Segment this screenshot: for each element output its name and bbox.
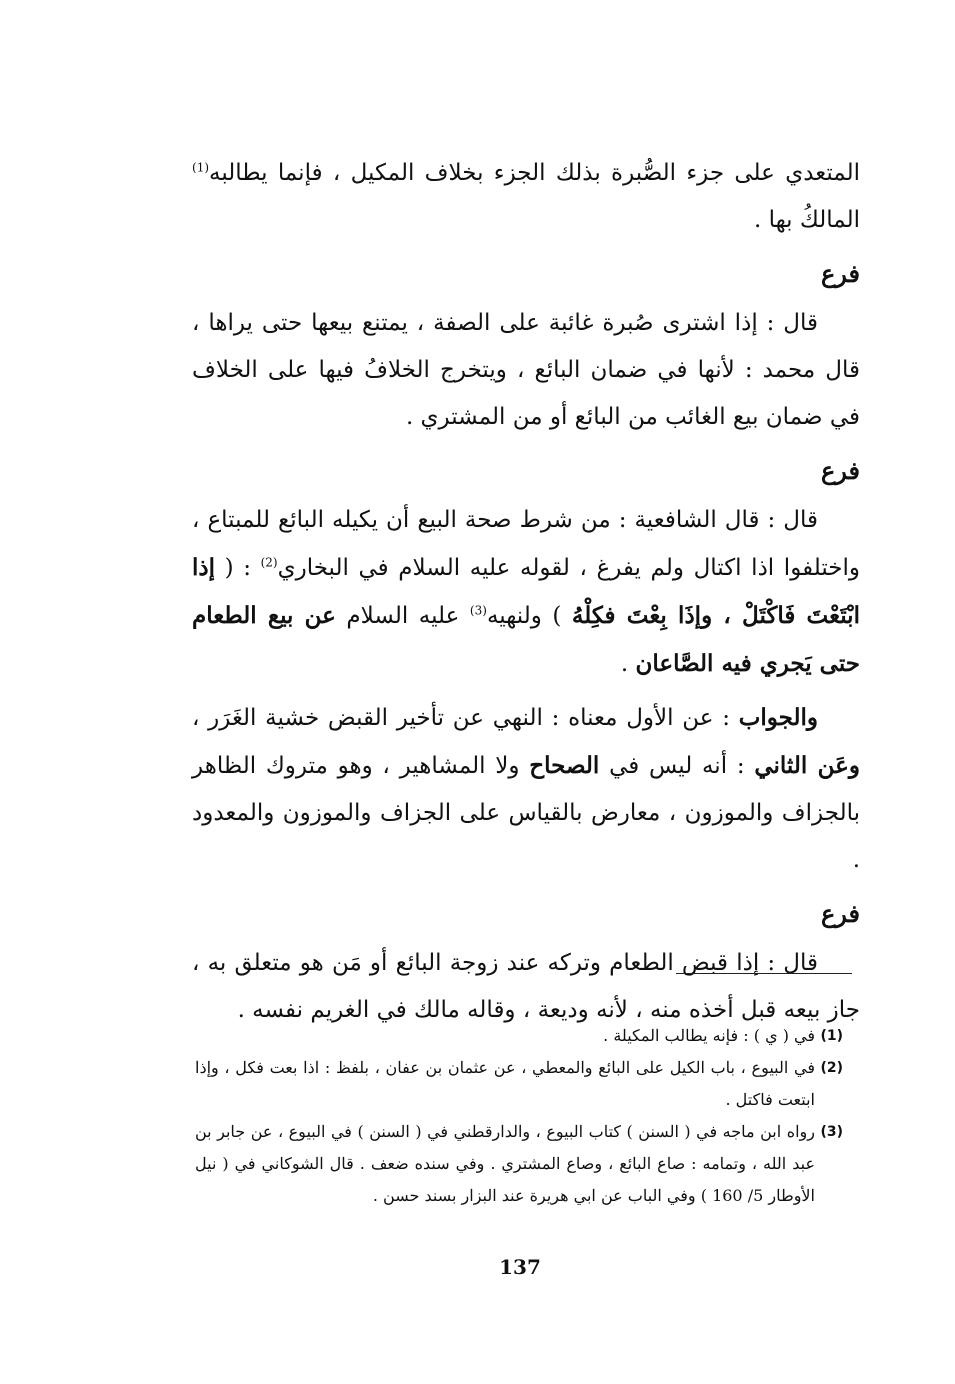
paragraph-4-part-b: : أنه ليس في [599, 753, 755, 779]
footnotes [195, 1020, 843, 1212]
section-heading-3: فرع [820, 899, 860, 928]
main-text [192, 150, 860, 1034]
section-heading-2: فرع [820, 456, 860, 485]
paragraph-1-end: المالكُ بها . [753, 207, 860, 233]
paragraph-4-part-c: ولا المشاهير ، وهو متروك الظاهر بالجزاف والموزون ، معارض بالقياس على الجزاف والموزون والمعدود . [192, 753, 860, 873]
footnote-ref-1: (1) [192, 160, 210, 175]
footnote-3 [195, 1116, 843, 1212]
hadith-prohibition: عن بيع الطعام حتى يَجري فيه الصَّاعان [192, 602, 860, 677]
paragraph-3 [192, 497, 860, 688]
answer-label: والجواب [738, 704, 818, 731]
paragraph-4-part-a: : عن الأول معناه : النهي عن تأخير القبض خشية الغَرَر ، [192, 705, 739, 731]
footnote-divider [676, 973, 852, 974]
footnote-text: رواه ابن ماجه في ( السنن ) كتاب البيوع ، والدارقطني في ( السنن ) في البيوع ، عن جابر بن عبد الله ، وتمامه : صاع البائع ، وصاع المشتري . وفي سنده ضعف . قال الشوكاني في ( نيل الأوطار 5/ 160 ) وفي الباب عن ابي هريرة عند البزار بسند حسن . [195, 1122, 815, 1205]
paragraph-3-part-e: . [620, 651, 636, 677]
footnote-ref-2: (2) [260, 555, 278, 570]
paragraph-2: قال : إذا اشترى صُبرة غائبة على الصفة ، يمتنع بيعها حتى يراها ، قال محمد : لأنها في ضمان البائع ، ويتخرج الخلافُ فيها على الخلاف في ضمان بيع الغائب من البائع أو من المشتري . [192, 310, 860, 430]
footnote-text: في ( ي ) : فإنه يطالب المكيلة . [603, 1026, 815, 1045]
paragraph-3-part-a: قال : قال الشافعية : من شرط صحة البيع أن يكيله البائع للمبتاع ، واختلفوا اذا اكتال ولم يفرغ ، لقوله عليه السلام في البخاري [192, 507, 860, 581]
footnote-1 [195, 1020, 843, 1052]
footnote-2 [195, 1052, 843, 1116]
footnote-number: (1) [820, 1028, 843, 1044]
paragraph-3-part-b: : ( [215, 555, 261, 581]
paragraph-1-text: المتعدي على جزء الصُّبرة بذلك الجزء بخلاف المكيل ، فإنما يطالبه [209, 160, 860, 186]
footnote-text: في البيوع ، باب الكيل على البائع والمعطي ، عن عثمان بن عفان ، بلفظ : اذا بعت فكل ، وإذا ابتعت فاكتل . [195, 1058, 815, 1109]
section-heading-1: فرع [820, 259, 860, 288]
paragraph-4 [192, 694, 860, 884]
footnote-number: (2) [820, 1060, 843, 1076]
paragraph-1 [192, 150, 860, 244]
paragraph-3-part-d: عليه السلام [335, 603, 470, 629]
paragraph-3-part-c: ) ولنهيه [486, 603, 572, 629]
page-number: 137 [499, 1255, 541, 1279]
hadith-quote: إذا ابْتَعْتَ فَاكْتَلْ ، وإذَا بِعْتَ فكِلْهُ [192, 554, 860, 629]
paragraph-5: قال : إذا قبض الطعام وتركه عند زوجة البائع أو مَن هو متعلق به ، جاز بيعه قبل أخذه منه ، لأنه وديعة ، وقاله مالك في الغريم نفسه . [192, 950, 860, 1023]
footnote-ref-3: (3) [469, 603, 487, 618]
second-label: وعَن الثاني [754, 752, 861, 779]
sihah-label: الصحاح [529, 752, 600, 779]
footnote-number: (3) [820, 1124, 843, 1140]
